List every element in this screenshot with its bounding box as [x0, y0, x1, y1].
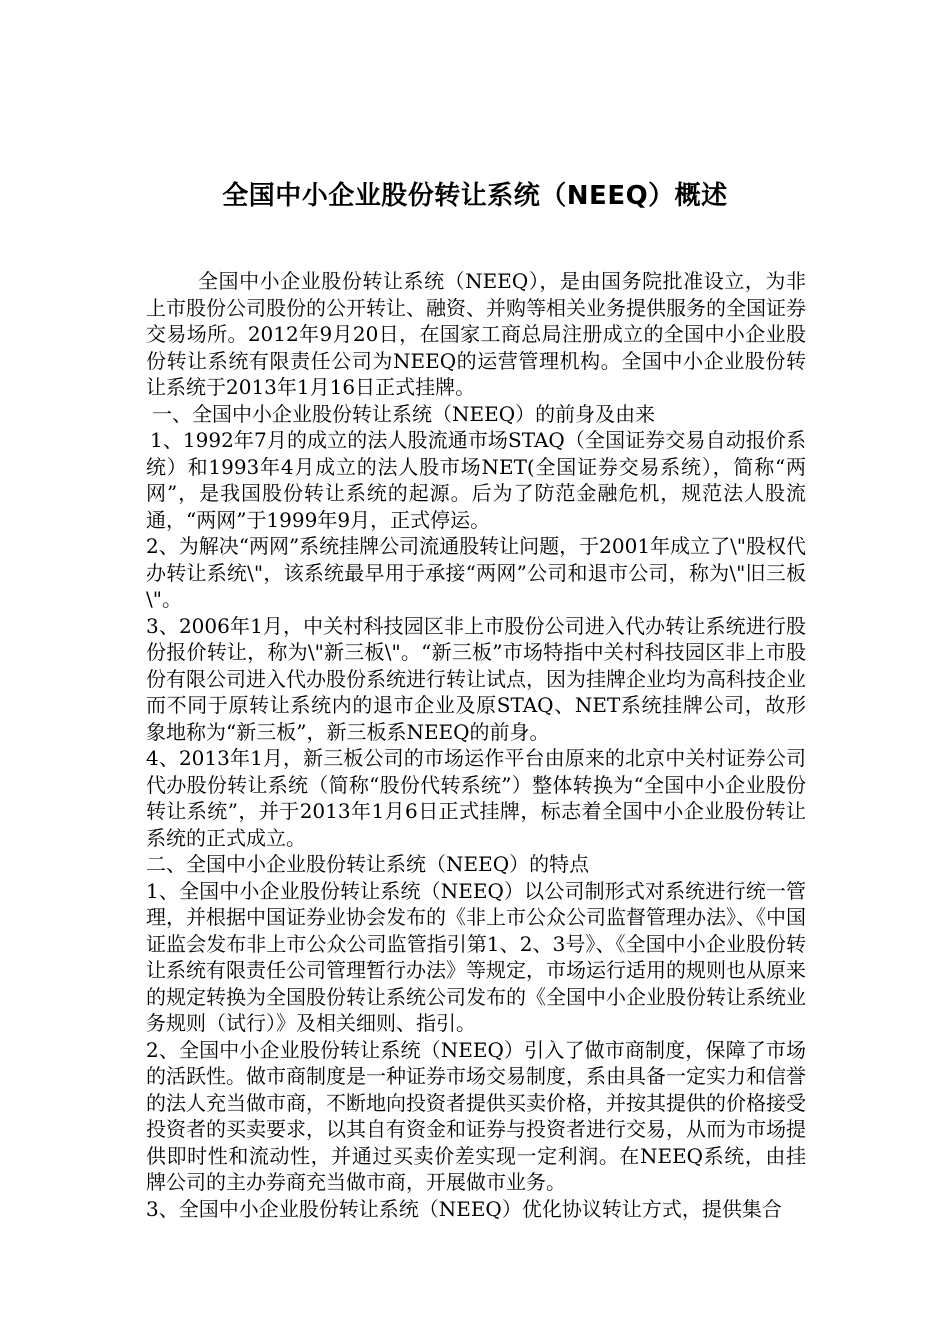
document-body	[146, 268, 806, 1222]
section-heading-2: 二、全国中小企业股份转让系统（NEEQ）的特点	[146, 852, 590, 876]
paragraph-origin-1: 1、1992年7月的成立的法人股流通市场STAQ（全国证券交易自动报价系统）和1993年4月成立的法人股市场NET(全国证券交易系统），简称“两网”，是我国股份转让系统的起源。后为了防范金融危机，规范法人股流通，“两网”于1999年9月，正式停运。	[146, 428, 806, 532]
document-title: 全国中小企业股份转让系统（NEEQ）概述	[222, 181, 728, 211]
paragraph-feature-1: 1、全国中小企业股份转让系统（NEEQ）以公司制形式对系统进行统一管理，并根据中国证券业协会发布的《非上市公众公司监督管理办法》、《中国证监会发布非上市公众公司监管指引第1、2、3号》、《全国中小企业股份转让系统有限责任公司管理暂行办法》等规定，市场运行适用的规则也从原来的规定转换为全国股份转让系统公司发布的《全国中小企业股份转让系统业务规则（试行）》及相关细则、指引。	[146, 878, 806, 1035]
paragraph-feature-3: 3、全国中小企业股份转让系统（NEEQ）优化协议转让方式，提供集合	[146, 1196, 782, 1221]
paragraph-origin-4: 4、2013年1月，新三板公司的市场运作平台由原来的北京中关村证券公司代办股份转让系统（简称“股份代转系统”）整体转换为“全国中小企业股份转让系统”，并于2013年1月6日正式挂牌，标志着全国中小企业股份转让系统的正式成立。	[146, 746, 806, 850]
paragraph-feature-2: 2、全国中小企业股份转让系统（NEEQ）引入了做市商制度，保障了市场的活跃性。做市商制度是一种证券市场交易制度，系由具备一定实力和信誉的法人充当做市商，不断地向投资者提供买卖价格，并按其提供的价格接受投资者的买卖要求，以其自有资金和证券与投资者进行交易，从而为市场提供即时性和流动性，并通过买卖价差实现一定利润。在NEEQ系统，由挂牌公司的主办券商充当做市商，开展做市业务。	[146, 1037, 806, 1194]
section-heading-1: 一、全国中小企业股份转让系统（NEEQ）的前身及由来	[152, 401, 656, 426]
paragraph-origin-2: 2、为解决“两网”系统挂牌公司流通股转让问题，于2001年成立了\"股权代办转让系统\"，该系统最早用于承接“两网”公司和退市公司，称为\"旧三板\"。	[146, 534, 807, 611]
intro-paragraph: 全国中小企业股份转让系统（NEEQ），是由国务院批准设立，为非上市股份公司股份的公开转让、融资、并购等相关业务提供服务的全国证券交易场所。2012年9月20日，在国家工商总局注册成立的全国中小企业股份转让系统有限责任公司为NEEQ的运营管理机构。全国中小企业股份转让系统于2013年1月16日正式挂牌。	[146, 269, 806, 399]
paragraph-origin-3: 3、2006年1月，中关村科技园区非上市股份公司进入代办转让系统进行股份报价转让，称为\"新三板\"。“新三板”市场特指中关村科技园区非上市股份有限公司进入代办股份系统进行转让试点，因为挂牌企业均为高科技企业而不同于原转让系统内的退市企业及原STAQ、NET系统挂牌公司，故形象地称为“新三板”，新三板系NEEQ的前身。	[146, 613, 806, 744]
